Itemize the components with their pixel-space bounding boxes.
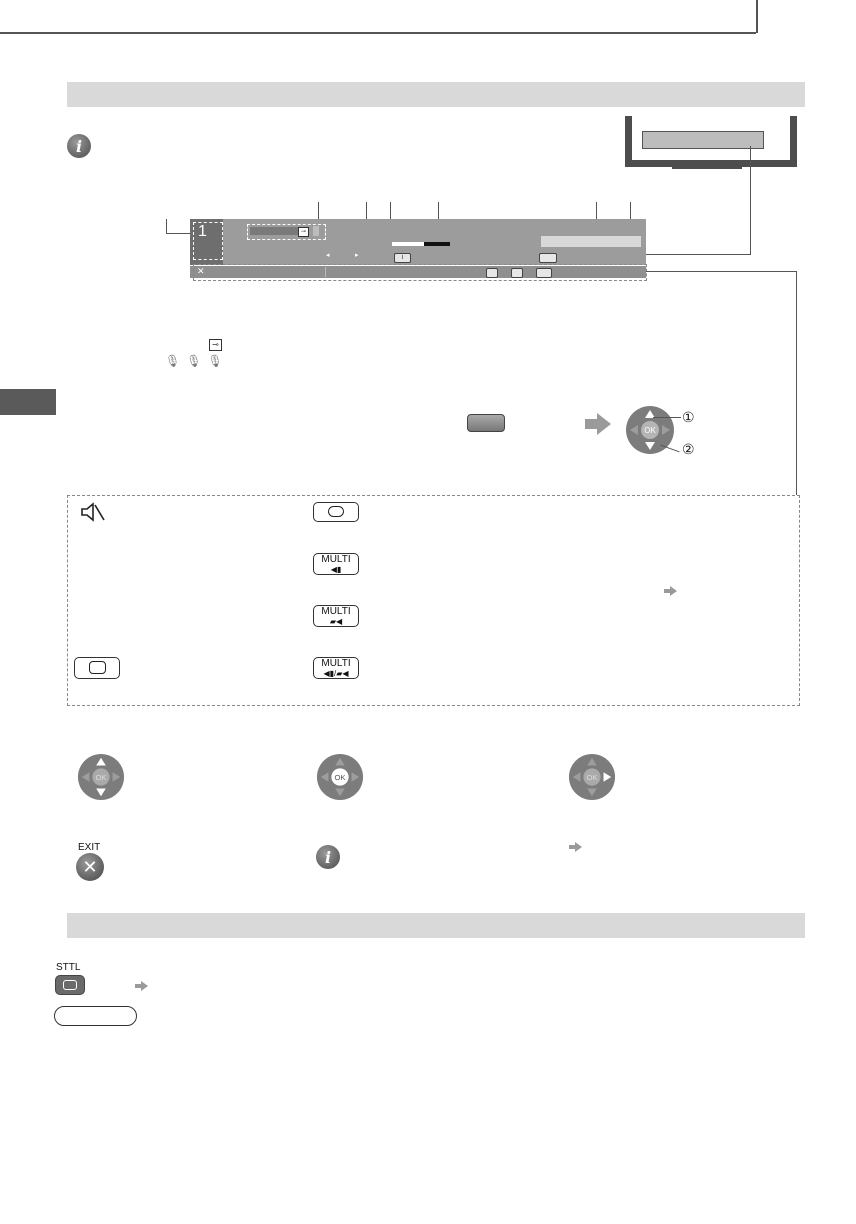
mute-icon [80,502,106,522]
dolby-icon [313,226,319,236]
speaker-icon: ◀▮ [330,565,342,574]
tv-base [672,166,742,169]
coloured-button-icon [467,414,505,432]
svg-text:OK: OK [334,772,346,782]
progress-fill [424,242,450,246]
lock-icon: ⊸ [209,339,222,351]
subtitle-button-icon [55,975,85,995]
channel-number: 1 [198,223,207,240]
section-header-bar [67,913,805,938]
lock-icon: ⊸ [298,227,309,237]
left-arrow-icon: ◂ [326,252,330,259]
arrow-right-icon [597,413,611,435]
speaker-type-icons: 🎙🎙🎙 [165,354,229,368]
input-symbol [89,661,106,674]
teletext-button-icon [313,502,359,522]
reference-arrow-icon [670,586,677,596]
leader-line [166,219,167,233]
teletext-symbol [328,506,344,517]
camera-icon: ▰◀ [329,617,343,626]
chapter-side-tab [0,389,56,415]
exit-button-icon: ✕ [76,853,104,881]
section-header-bar [67,82,805,107]
subtitle-symbol [63,980,77,990]
svg-text:OK: OK [586,772,598,782]
info-icon: i [316,845,340,869]
top-rule [0,32,756,34]
info-button-mini: i [394,253,411,263]
event-box [541,236,641,247]
note-pill [54,1006,137,1026]
right-arrow-icon: ▸ [355,252,359,259]
sttl-label: STTL [56,962,81,973]
multi-label: MULTI [321,606,351,617]
info-icon: i [67,134,91,158]
step-leader [653,417,681,418]
audio-video-icon: ◀▮/▰◀ [323,669,349,678]
banner-bottom-dashed-outline [193,264,647,281]
dpad-up-down-icon [77,753,125,801]
option-button-mini [539,253,557,263]
step-2-marker: ② [682,441,695,457]
dpad-right-icon [568,753,616,801]
exit-label: EXIT [78,842,101,853]
reference-arrow-icon [141,981,148,991]
callout-line [750,146,751,254]
banner-name-field [250,227,298,235]
multi-label: MULTI [321,554,351,565]
svg-text:OK: OK [95,772,107,782]
mute-icon: ✕ [197,266,205,276]
progress-bar [392,242,450,246]
input-button-icon [74,657,120,679]
connector-line [646,271,796,272]
channel-dashed-outline [193,222,223,260]
dpad-ok-icon [316,753,364,801]
multi-label: MULTI [321,658,351,669]
reference-arrow-icon [575,842,582,852]
multi-audio-video-button-icon [313,657,359,679]
tv-info-banner [642,131,764,149]
top-rule-end [756,0,758,33]
step-1-marker: ① [682,409,695,425]
connector-line [796,271,797,495]
callout-line [646,254,751,255]
legend-dashed-box [67,495,800,706]
multi-audio-button-icon [313,553,359,575]
multi-video-button-icon [313,605,359,627]
svg-text:OK: OK [644,426,656,435]
